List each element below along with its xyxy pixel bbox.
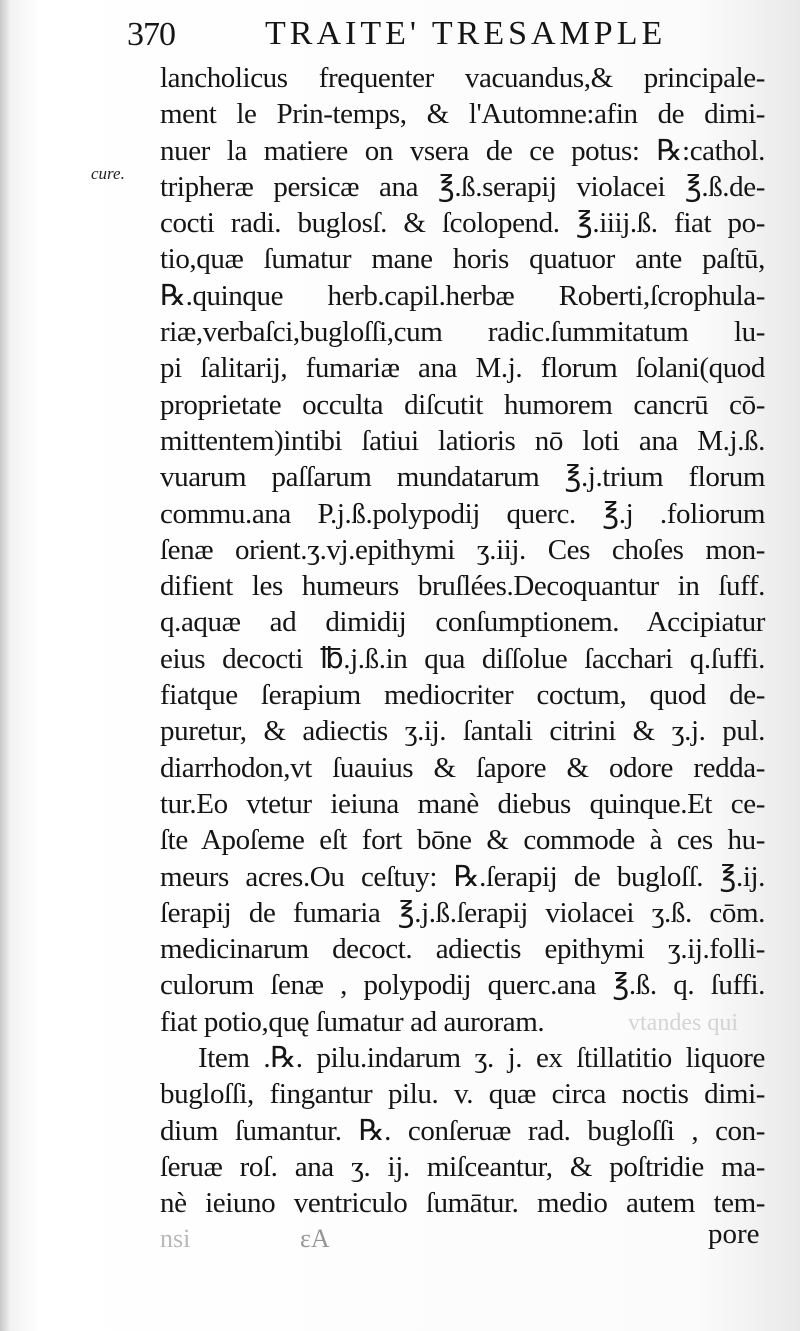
catchword: pore <box>708 1218 760 1250</box>
text-line: dium ſumantur. ℞. conſeruæ rad. bugloſſi , con- <box>160 1114 765 1147</box>
text-line: ſte Apoſeme eſt fort bōne & commode à ces hu- <box>160 824 765 857</box>
text-line: fiat potio,quę ſumatur ad auroram. <box>160 1005 545 1038</box>
text-line: vuarum paſſarum mundatarum ℥.j.trium florum <box>160 461 765 494</box>
text-line: nè ieiuno ventriculo ſumātur. medio autem tem- <box>160 1187 765 1220</box>
text-line: meurs acres.Ou ceſtuy: ℞.ſerapij de bugloſſ. ℥.ij. <box>160 860 765 893</box>
text-line: cocti radi. buglosſ. & ſcolopend. ℥.iiij.ß. fiat po- <box>160 207 765 240</box>
text-line: tio,quæ ſumatur mane horis quatuor ante paſtū, <box>160 243 765 276</box>
gutter-shadow <box>0 0 10 1331</box>
text-line: tripheræ persicæ ana ℥.ß.serapij violacei ℥.ß.de- <box>160 170 765 203</box>
text-line: ℞.quinque herb.capil.herbæ Roberti,ſcrophula- <box>160 279 765 312</box>
text-line: puretur, & adiectis ʒ.ij. ſantali citrini & ʒ.j. pul. <box>160 715 765 748</box>
text-line: commu.ana P.j.ß.polypodij querc. ℥.j .foliorum <box>160 497 765 530</box>
text-line: pi ſalitarij, fumariæ ana M.j. florum ſolani(quod <box>160 352 765 385</box>
text-line: nuer la matiere on vsera de ce potus: ℞:cathol. <box>160 134 765 167</box>
text-line: riæ,verbaſci,bugloſſi,cum radic.ſummitatum lu- <box>160 316 765 349</box>
running-title: TRAITE' TRESAMPLE <box>265 15 667 52</box>
footer-bleed-text: nsi <box>160 1224 191 1253</box>
text-line: medicinarum decoct. adiectis epithymi ʒ.ij.folli- <box>160 933 765 966</box>
text-line: tur.Eo vtetur ieiuna manè diebus quinque.Et ce- <box>160 787 765 820</box>
text-line: proprietate occulta diſcutit humorem cancrū cō- <box>160 388 765 421</box>
text-line: lancholicus frequenter vacuandus,& principale- <box>160 62 765 94</box>
footer-bleed-signature: ɛA <box>300 1224 330 1253</box>
margin-note-cure: cure. <box>91 164 125 183</box>
text-line: ſeruæ roſ. ana ʒ. ij. miſceantur, & poſtridie ma- <box>160 1150 765 1183</box>
text-line: culorum ſenæ , polypodij querc.ana ℥.ß. q. ſuffi. <box>160 969 765 1002</box>
text-line: ſenæ orient.ʒ.vj.epithymi ʒ.iij. Ces choſes mon- <box>160 533 765 566</box>
text-line: mittentem)intibi ſatiui latioris nō loti ana M.j.ß. <box>160 424 765 457</box>
text-line: eius decocti ℔.j.ß.in qua diſſolue ſacchari q.ſuffi. <box>160 642 765 675</box>
body-text <box>160 60 765 1222</box>
text-line: difient les humeurs bruſlées.Decoquantur in ſuff. <box>160 570 765 603</box>
text-line: diarrhodon,vt ſuauius & ſapore & odore redda- <box>160 751 765 784</box>
text-line: bugloſſi, fingantur pilu. v. quæ circa noctis dimi- <box>160 1078 765 1111</box>
text-line: ment le Prin-temps, & l'Automne:afin de dimi- <box>160 98 765 131</box>
text-line: ſerapij de fumaria ℥.j.ß.ſerapij violacei ʒ.ß. cōm. <box>160 896 765 929</box>
page-footer <box>0 1208 800 1268</box>
page-header <box>0 12 800 58</box>
text-line: q.aquæ ad dimidij conſumptionem. Accipiatur <box>160 606 765 639</box>
text-line: Item .℞. pilu.indarum ʒ. j. ex ſtillatitio liquore <box>198 1042 765 1075</box>
show-through-text-right: vtandes qui <box>628 1010 738 1036</box>
page-number: 370 <box>127 16 175 53</box>
text-line: fiatque ſerapium mediocriter coctum, quod de- <box>160 679 765 712</box>
